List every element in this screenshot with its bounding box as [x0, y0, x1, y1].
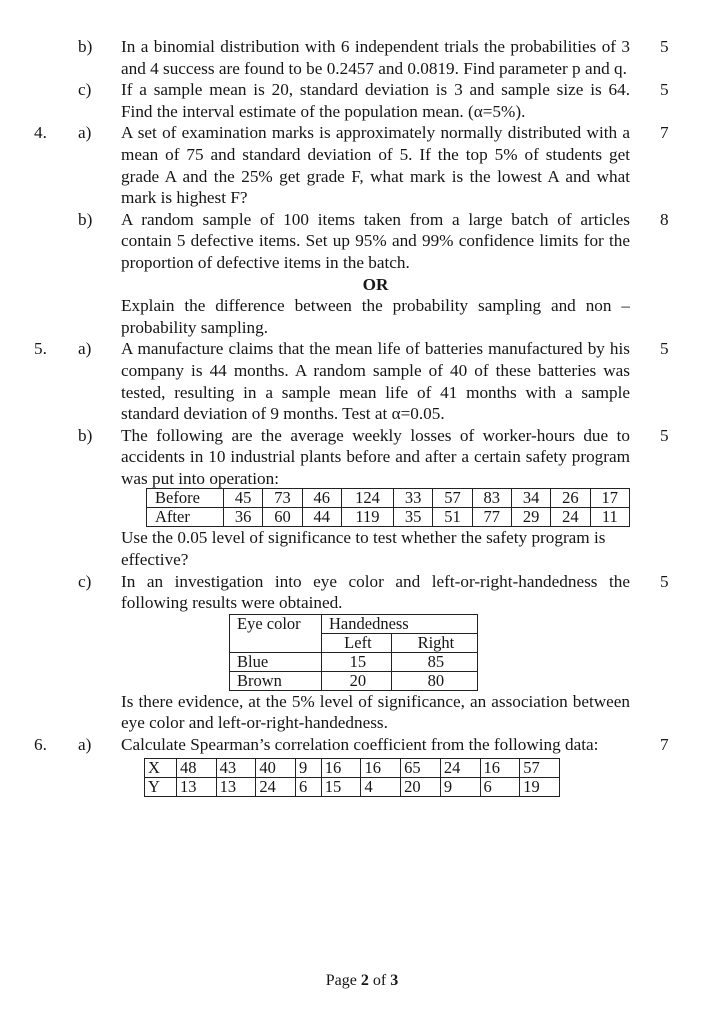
- sub-label: a): [78, 735, 92, 755]
- question-3b: [0, 36, 724, 79]
- cell: 119: [341, 508, 393, 527]
- row-label: Y: [145, 777, 177, 796]
- cell: 6: [480, 777, 520, 796]
- header-cell: Handedness: [322, 614, 478, 633]
- cell: 29: [511, 508, 550, 527]
- cell: 34: [511, 489, 550, 508]
- question-followup: Use the 0.05 level of significance to test whether the safety program is effective?: [121, 528, 606, 570]
- question-text: Calculate Spearman’s correlation coefficient from the following data:: [121, 735, 599, 755]
- spearman-data-table: [144, 758, 560, 797]
- footer-prefix: Page: [325, 972, 361, 989]
- question-text: A random sample of 100 items taken from a large batch of articles contain 5 defective items. Set up 95% and 99% confidence limits for the proportion of defective items in the batch.: [121, 209, 630, 272]
- question-text: A manufacture claims that the mean life of batteries manufactured by his company is 44 months. A random sample of 40 of these batteries was tested, resulting in a sample mean life of 41 months with a sample standard deviation of 9 months. Test at α=0.05.: [121, 339, 630, 424]
- cell: 85: [391, 652, 477, 671]
- cell: 83: [472, 489, 511, 508]
- page-footer: [0, 970, 724, 992]
- cell: 24: [256, 777, 296, 796]
- question-number: 5.: [34, 339, 47, 359]
- marks: 5: [660, 425, 669, 445]
- cell: 77: [472, 508, 511, 527]
- question-4a: [0, 122, 724, 208]
- cell: 26: [551, 489, 590, 508]
- cell: 16: [321, 758, 361, 777]
- question-6a: [0, 734, 724, 797]
- cell: 80: [391, 671, 477, 690]
- current-page: 2: [360, 972, 369, 989]
- cell: 15: [321, 777, 361, 796]
- eye-color-handedness-table: [229, 614, 478, 691]
- cell: 9: [296, 758, 322, 777]
- table-row: [145, 758, 560, 777]
- cell: 51: [433, 508, 472, 527]
- header-cell: Left: [322, 633, 392, 652]
- cell: 11: [590, 508, 629, 527]
- cell: 16: [361, 758, 401, 777]
- marks: 5: [660, 571, 669, 591]
- question-4-or: [0, 295, 724, 338]
- cell: 16: [480, 758, 520, 777]
- question-text: If a sample mean is 20, standard deviation is 3 and sample size is 64. Find the interval estimate of the population mean. (α=5%).: [121, 80, 630, 121]
- cell: 57: [433, 489, 472, 508]
- header-cell: Right: [391, 633, 477, 652]
- table-row: [147, 489, 630, 508]
- question-text: A set of examination marks is approximately normally distributed with a mean of 75 and standard deviation of 5. If the top 5% of students get grade A and the 25% get grade F, what mark is the lowest A and what mark is highest F?: [121, 123, 630, 208]
- cell: 36: [224, 508, 263, 527]
- cell: 43: [216, 758, 256, 777]
- or-divider: OR: [362, 274, 389, 294]
- header-cell: Eye color: [230, 614, 322, 652]
- before-after-table: [146, 488, 630, 527]
- table-row: [230, 652, 478, 671]
- exam-page: [0, 36, 724, 797]
- question-5b: [0, 425, 724, 571]
- cell: 60: [263, 508, 302, 527]
- cell: 40: [256, 758, 296, 777]
- table-row: [230, 671, 478, 690]
- row-label: After: [147, 508, 224, 527]
- question-followup: Is there evidence, at the 5% level of significance, an association between eye color and left-or-right-handedness.: [121, 691, 630, 733]
- question-text: In an investigation into eye color and left-or-right-handedness the following results were obtained.: [121, 571, 630, 613]
- question-text: In a binomial distribution with 6 independent trials the probabilities of 3 and 4 success are found to be 0.2457 and 0.0819. Find parameter p and q.: [121, 37, 630, 78]
- question-5a: [0, 338, 724, 424]
- marks: 5: [660, 339, 669, 359]
- footer-middle: of: [368, 972, 391, 989]
- sub-label: b): [78, 209, 93, 229]
- cell: 65: [401, 758, 441, 777]
- question-number: 6.: [34, 735, 47, 755]
- question-text: The following are the average weekly losses of worker-hours due to accidents in 10 industrial plants before and after a certain safety program was put into operation:: [121, 425, 630, 488]
- row-label: X: [145, 758, 177, 777]
- cell: 124: [341, 489, 393, 508]
- cell: 20: [322, 671, 392, 690]
- cell: 45: [224, 489, 263, 508]
- row-label: Before: [147, 489, 224, 508]
- cell: 17: [590, 489, 629, 508]
- cell: 48: [176, 758, 216, 777]
- table-header-row: [230, 614, 478, 633]
- cell: 33: [393, 489, 432, 508]
- marks: 5: [660, 37, 669, 56]
- table-row: [145, 777, 560, 796]
- cell: 9: [440, 777, 480, 796]
- row-label: Brown: [230, 671, 322, 690]
- sub-label: c): [78, 571, 92, 591]
- cell: 24: [440, 758, 480, 777]
- question-4b: [0, 209, 724, 274]
- cell: 20: [401, 777, 441, 796]
- cell: 73: [263, 489, 302, 508]
- cell: 44: [302, 508, 341, 527]
- sub-label: a): [78, 123, 92, 143]
- cell: 24: [551, 508, 590, 527]
- cell: 35: [393, 508, 432, 527]
- question-3c: [0, 79, 724, 122]
- cell: 57: [520, 758, 560, 777]
- row-label: Blue: [230, 652, 322, 671]
- cell: 19: [520, 777, 560, 796]
- cell: 13: [216, 777, 256, 796]
- question-number: 4.: [34, 123, 47, 143]
- cell: 4: [361, 777, 401, 796]
- cell: 15: [322, 652, 392, 671]
- marks: 7: [660, 123, 669, 143]
- cell: 6: [296, 777, 322, 796]
- sub-label: b): [78, 37, 93, 56]
- question-5c: [0, 571, 724, 734]
- marks: 8: [660, 209, 669, 229]
- cell: 13: [176, 777, 216, 796]
- cell: 46: [302, 489, 341, 508]
- sub-label: c): [78, 80, 92, 100]
- sub-label: a): [78, 339, 92, 359]
- sub-label: b): [78, 425, 93, 445]
- marks: 5: [660, 80, 669, 100]
- question-text: Explain the difference between the probability sampling and non – probability sampling.: [121, 296, 630, 337]
- marks: 7: [660, 735, 669, 755]
- total-pages: 3: [390, 972, 399, 989]
- table-row: [147, 508, 630, 527]
